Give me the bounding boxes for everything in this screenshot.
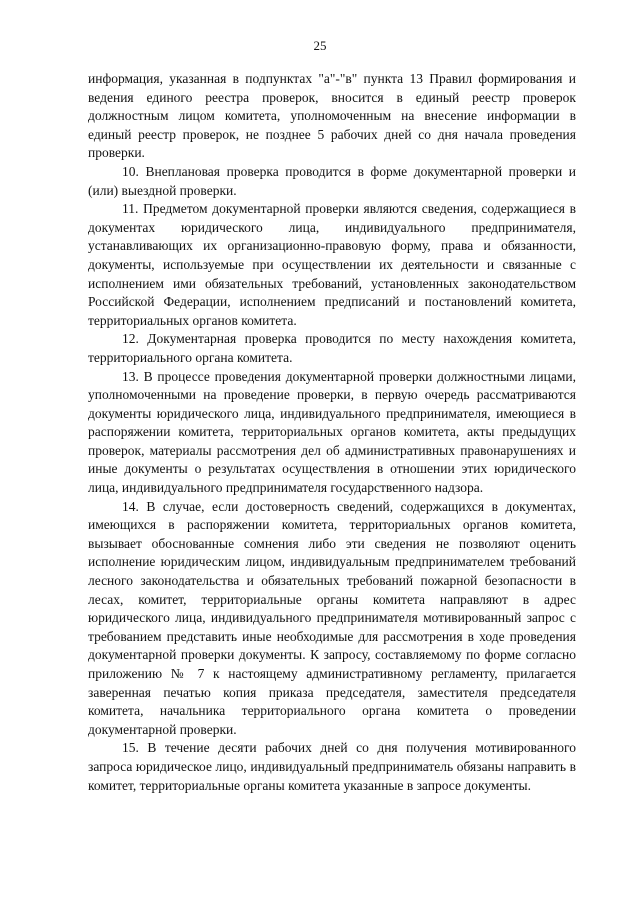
paragraph-14: 14. В случае, если достоверность сведений, содержащихся в документах, имеющихся в распоряжении комитета, территориальных органов комитета, вызывает обоснованные сомнения либо эти сведения не позволяют оценить исполнение юридическим лицом, индивидуальным предпринимателем требований лесного законодательства и обязательных требований пожарной безопасности в лесах, комитет, территориальные органы комитета направляют в адрес юридического лица, индивидуального предпринимателя мотивированный запрос с требованием представить иные необходимые для рассмотрения в ходе проведения документарной проверки документы. К запросу, составляемому по форме согласно приложению № 7 к настоящему административному регламенту, прилагается заверенная печатью копия приказа председателя, заместителя председателя комитета, начальника территориального органа комитета о проведении документарной проверки. [88, 498, 576, 737]
paragraph-12: 12. Документарная проверка проводится по месту нахождения комитета, территориального органа комитета. [88, 331, 576, 365]
paragraph-10: 10. Внеплановая проверка проводится в форме документарной проверки и (или) выездной проверки. [88, 163, 576, 198]
page-number: 25 [313, 38, 327, 53]
paragraph-13: 13. В процессе проведения документарной проверки должностными лицами, уполномоченными на проведение проверки, в первую очередь рассматриваются документы юридического лица, индивидуального предпринимателя, имеющиеся в распоряжении комитета, территориальных органов комитета, акты предыдущих проверок, материалы рассмотрения дел об административных правонарушениях и иные документы о результатах осуществления в отношении этих юридического лица, индивидуального предпринимателя государственного надзора. [88, 368, 576, 496]
document-body [88, 70, 576, 795]
paragraph-15: 15. В течение десяти рабочих дней со дня получения мотивированного запроса юридическое лицо, индивидуальный предприниматель обязаны направить в комитет, территориальные органы комитета указанные в запросе документы. [88, 740, 576, 793]
paragraph-11: 11. Предметом документарной проверки являются сведения, содержащиеся в документах юридического лица, индивидуального предпринимателя, устанавливающих их организационно-правовую форму, права и обязанности, документы, используемые при осуществлении их деятельности и связанные с исполнением ими обязательных требований, установленных законодательством Российской Федерации, исполнением предписаний и постановлений комитета, территориальных органов комитета. [88, 201, 576, 328]
paragraph-continuation: информация, указанная в подпунктах "а"-"в" пункта 13 Правил формирования и ведения единого реестра проверок, вносится в единый реестр проверок должностным лицом комитета, уполномоченным на внесение информации в единый реестр проверок, не позднее 5 рабочих дней со дня начала проведения проверки. [88, 71, 576, 161]
